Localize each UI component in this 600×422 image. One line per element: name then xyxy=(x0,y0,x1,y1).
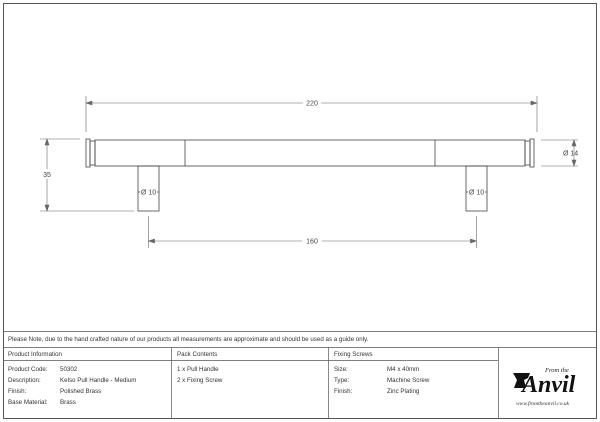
dimension-lines xyxy=(40,96,578,248)
bar-body xyxy=(95,140,525,166)
dim-centres-label: 160 xyxy=(306,238,318,246)
pack-item: 1 x Pull Handle xyxy=(177,366,219,373)
logo-url: www.fromtheanvil.co.uk xyxy=(516,401,570,407)
description-value: Kelso Pull Handle - Medium xyxy=(60,377,137,384)
dim-length-label: 220 xyxy=(306,100,318,108)
base-material-label: Base Material: xyxy=(8,399,48,406)
end-cap-right-inner xyxy=(525,141,530,165)
logo-from-the: From the xyxy=(545,367,569,374)
dim-height-label: 35 xyxy=(43,172,51,179)
end-cap-left-inner xyxy=(90,141,95,165)
end-cap-right-outer xyxy=(530,139,534,167)
screw-type-label: Type: xyxy=(334,377,350,384)
dim-diameter-post-right-label: Ø 10 xyxy=(468,189,485,197)
dim-diameter-bar-label: Ø 14 xyxy=(563,150,579,158)
pack-item: 2 x Fixing Screw xyxy=(177,377,223,384)
handle-drawing xyxy=(86,139,534,211)
logo-brand: Anvil xyxy=(522,372,576,398)
screw-size-label: Size: xyxy=(334,366,348,373)
dim-diameter-post-left-label: Ø 10 xyxy=(140,189,157,197)
screw-finish-value: Zinc Plating xyxy=(387,388,420,395)
disclaimer-note: Please Note, due to the hand crafted nature of our products all measurements are approximate and should be used as a guide only. xyxy=(8,336,369,343)
finish-value: Polished Brass xyxy=(60,388,102,395)
product-code-value: 50302 xyxy=(60,366,78,373)
description-label: Description: xyxy=(8,377,41,384)
base-material-value: Brass xyxy=(60,399,76,406)
pack-contents-heading: Pack Contents xyxy=(177,351,218,358)
screw-size-value: M4 x 40mm xyxy=(387,366,420,373)
screw-type-value: Machine Screw xyxy=(387,377,430,384)
info-table-lines xyxy=(4,332,597,419)
product-code-label: Product Code: xyxy=(8,366,48,373)
end-cap-left-outer xyxy=(86,139,90,167)
finish-label: Finish: xyxy=(8,388,27,395)
product-information-heading: Product Information xyxy=(8,351,62,358)
screw-finish-label: Finish: xyxy=(334,388,353,395)
fixing-screws-heading: Fixing Screws xyxy=(334,351,373,358)
